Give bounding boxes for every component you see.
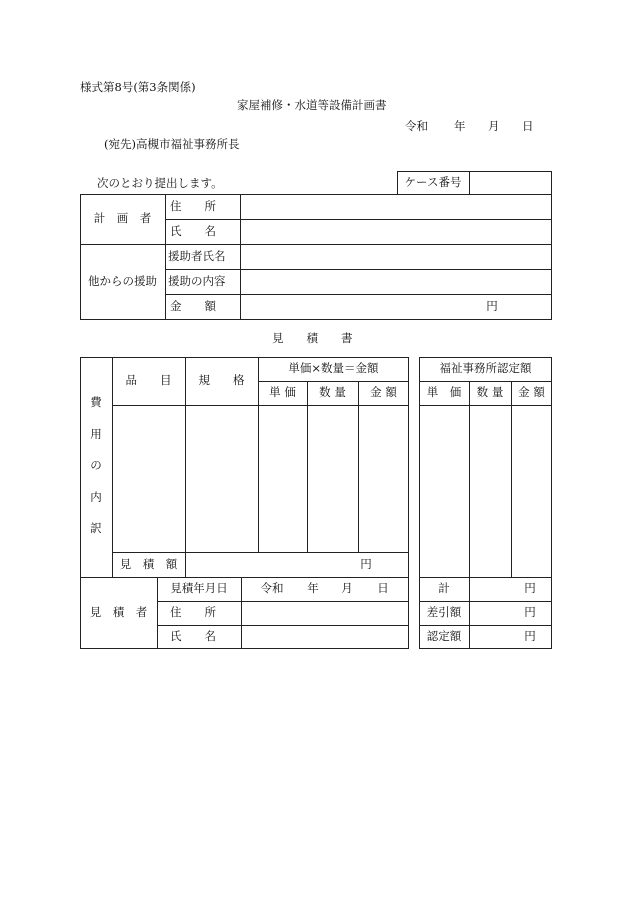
welfare-unit-price-field[interactable]	[420, 406, 469, 577]
side-char-4: 内	[90, 489, 102, 504]
other-support-label: 他からの援助	[88, 274, 157, 289]
welfare-approved-yen: 円	[524, 629, 536, 644]
support-content-label: 援助の内容	[168, 273, 226, 288]
welfare-amount-field[interactable]	[512, 406, 551, 577]
calc-header: 単価×数量＝金額	[288, 361, 379, 376]
estimate-date-day: 日	[377, 581, 389, 596]
estimate-amount-label: 見 積 額	[119, 556, 178, 571]
quantity-column-field[interactable]	[308, 406, 358, 552]
welfare-unit-price-header: 単 価	[426, 385, 462, 400]
case-number-label: ケース番号	[404, 175, 462, 190]
welfare-total-yen: 円	[524, 581, 536, 596]
date-day: 日	[522, 119, 534, 133]
welfare-amount-header: 金 額	[518, 385, 545, 400]
date-era: 令和	[405, 119, 428, 133]
date-month: 月	[488, 119, 500, 133]
cost-breakdown-side-label	[80, 395, 112, 536]
support-amount-field[interactable]	[241, 295, 481, 319]
amount-column-field[interactable]	[359, 406, 408, 552]
addressee: (宛先)高槻市福祉事務所長	[104, 137, 240, 151]
welfare-deduction-yen: 円	[524, 605, 536, 620]
item-header: 品 目	[125, 373, 172, 388]
quantity-header: 数 量	[319, 385, 346, 400]
planner-label: 計 画 者	[93, 211, 152, 226]
side-char-2: 用	[90, 426, 102, 441]
amount-header: 金 額	[370, 385, 397, 400]
welfare-total-field[interactable]	[470, 578, 520, 601]
estimator-name-field[interactable]	[242, 626, 408, 648]
welfare-total-label: 計	[438, 581, 450, 596]
document-title: 家屋補修・水道等設備計画書	[237, 98, 387, 112]
case-number-field[interactable]	[470, 172, 551, 194]
estimate-date-month: 月	[341, 581, 353, 596]
date-year: 年	[454, 119, 466, 133]
planner-address-label: 住 所	[170, 198, 216, 213]
planner-name-label: 氏 名	[170, 223, 216, 238]
estimate-date-year: 年	[307, 581, 319, 596]
support-content-field[interactable]	[241, 270, 551, 294]
spec-header: 規 格	[198, 373, 245, 388]
planner-name-field[interactable]	[241, 220, 551, 244]
side-char-1: 費	[90, 395, 102, 410]
form-number: 様式第8号(第3条関係)	[80, 80, 196, 94]
unit-price-header: 単 価	[269, 385, 296, 400]
supporter-name-field[interactable]	[241, 245, 551, 269]
welfare-office-header: 福祉事務所認定額	[439, 361, 532, 376]
support-amount-yen: 円	[486, 299, 498, 314]
estimator-name-label: 氏 名	[170, 629, 216, 644]
welfare-quantity-header: 数 量	[476, 385, 504, 400]
welfare-deduction-field[interactable]	[470, 602, 520, 625]
welfare-approved-field[interactable]	[470, 626, 520, 648]
estimate-date-era: 令和	[260, 581, 284, 596]
estimate-amount-field[interactable]	[186, 553, 356, 577]
planner-address-field[interactable]	[241, 195, 551, 219]
intro-text: 次のとおり提出します。	[97, 176, 223, 190]
welfare-approved-label: 認定額	[426, 629, 462, 644]
support-amount-label: 金 額	[170, 299, 216, 314]
estimator-label: 見 積 者	[89, 605, 148, 620]
estimator-address-field[interactable]	[242, 602, 408, 625]
supporter-name-label: 援助者氏名	[168, 248, 226, 263]
estimator-address-label: 住 所	[170, 605, 216, 620]
unit-price-column-field[interactable]	[259, 406, 307, 552]
side-char-5: 訳	[90, 521, 102, 536]
side-char-3: の	[90, 458, 102, 473]
spec-column-field[interactable]	[186, 406, 258, 552]
estimate-amount-yen: 円	[360, 556, 372, 571]
estimate-title: 見 積 書	[272, 331, 353, 345]
welfare-deduction-label: 差引額	[426, 605, 462, 620]
estimate-date-label: 見積年月日	[170, 581, 228, 596]
welfare-quantity-field[interactable]	[470, 406, 511, 577]
item-column-field[interactable]	[113, 406, 185, 552]
